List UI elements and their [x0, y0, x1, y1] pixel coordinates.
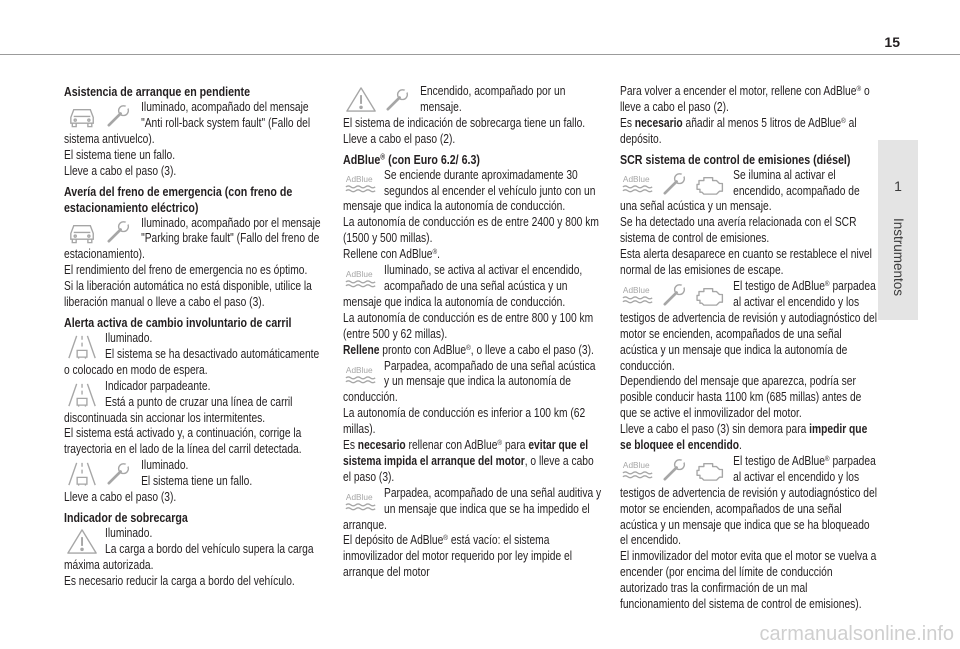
header-rule: [0, 54, 960, 55]
warning-lamp-group: [620, 455, 728, 484]
text-run: parpadea al activar el encendido y los testigos de advertencia de revisión y autodiagnóstico del motor se encienden, acompañados de una señal acústica y un mensaje que indica la autonomía de conducción.: [620, 278, 877, 373]
text-run: Lleve a cabo el paso (3) sin demora para: [620, 422, 810, 437]
wrench-icon: [100, 101, 136, 130]
adblue-icon-label: AdBlue: [345, 365, 373, 375]
paragraph: Está a punto de cruzar una línea de carril discontinuada sin accionar los intermitentes.: [64, 394, 293, 425]
text-run: para: [502, 438, 529, 453]
text-run: .: [739, 438, 742, 453]
text-column-left: [64, 84, 322, 590]
paragraph: Parpadea, acompañado de una señal acústica y un mensaje que indica la autonomía de conducción.: [343, 358, 596, 405]
paragraph: La carga a bordo del vehículo supera la carga máxima autorizada.: [64, 541, 314, 572]
adblue-icon: [620, 169, 656, 198]
registered-mark: ®: [466, 342, 471, 352]
adblue-icon-label: AdBlue: [345, 492, 373, 502]
paragraph: Indicador parpadeante.: [105, 378, 211, 393]
text-run: (con Euro 6.2/ 6.3): [385, 151, 480, 167]
warning-lamp-group: [64, 332, 100, 361]
paragraph: Dependiendo del mensaje que aparezca, podría ser posible conducir hasta 1100 km (685 millas) antes de que se active el inmovilizador del motor.: [620, 374, 862, 421]
registered-mark: ®: [841, 115, 846, 125]
paragraph: Iluminado.: [141, 458, 189, 473]
registered-mark: ®: [856, 83, 862, 93]
text-run: El testigo de AdBlue: [733, 278, 825, 293]
paragraph: Lleve a cabo el paso (3).: [64, 490, 177, 505]
paragraph: [343, 533, 601, 581]
warning-lamp-group: [343, 85, 415, 114]
text-column-right: [620, 84, 878, 613]
paragraph: [343, 438, 601, 486]
text-run: Es: [620, 115, 635, 130]
section-heading: Alerta activa de cambio involuntario de carril: [64, 314, 292, 330]
chapter-tab: [878, 140, 918, 320]
wrench-icon: [656, 280, 692, 309]
adblue-icon: [620, 280, 656, 309]
text-run: parpadea al activar el encendido y los testigos de advertencia de revisión y autodiagnóstico del motor se encienden, acompañados de una señal acústica y un mensaje que indica que se ha bloqueado el encendido.: [620, 453, 877, 548]
warning-lamp-group: [620, 280, 728, 309]
warning-lamp-group: [620, 169, 728, 198]
car-rollback-icon: [64, 101, 100, 130]
text-run: El testigo de AdBlue: [733, 453, 825, 468]
adblue-icon-label: AdBlue: [622, 174, 650, 184]
warning-lamp-group: [343, 487, 379, 516]
warning-lamp-group: [64, 459, 136, 488]
adblue-icon: [343, 360, 379, 389]
emphasis: necesario: [634, 115, 683, 130]
adblue-icon: [343, 169, 379, 198]
paragraph: Parpadea, acompañado de una señal auditiva y un mensaje que indica que se ha impedido el arranque.: [343, 485, 602, 532]
emphasis: necesario: [357, 438, 406, 453]
lane-departure-icon: [64, 332, 100, 361]
section-heading: Avería del freno de emergencia (con freno de estacionamiento eléctrico): [64, 183, 293, 215]
paragraph: El sistema tiene un fallo.: [64, 147, 176, 162]
text-column-middle: [343, 84, 601, 581]
paragraph: El sistema tiene un fallo.: [141, 474, 253, 489]
paragraph: Iluminado, se activa al activar el encendido, acompañado de una señal acústica y un mensaje que indica la autonomía de conducción.: [343, 263, 583, 309]
paragraph: [620, 422, 878, 454]
lane-departure-icon: [64, 380, 100, 409]
lane-departure-icon: [64, 459, 100, 488]
engine-icon: [692, 280, 728, 309]
text-run: , o lleve a cabo el paso (3).: [343, 453, 594, 484]
section-heading: [343, 152, 601, 168]
paragraph: El inmovilizador del motor evita que el motor se vuelva a encender (por encima del límite de conducción autorizado tras la confirmación de un mal funcionamiento del sistema de control de emisiones).: [620, 549, 877, 612]
adblue-icon-label: AdBlue: [622, 286, 650, 296]
text-run: rellenar con AdBlue: [405, 438, 498, 453]
paragraph: Iluminado.: [105, 525, 153, 540]
text-run: o lleve a cabo el paso (2).: [620, 84, 870, 114]
text-run: Es: [343, 438, 358, 453]
paragraph: Encendido, acompañado por un mensaje.: [420, 84, 566, 114]
paragraph: Lleve a cabo el paso (2).: [343, 131, 456, 146]
chapter-number: 1: [894, 178, 902, 194]
engine-icon: [692, 455, 728, 484]
paragraph: La autonomía de conducción es inferior a 100 km (62 millas).: [343, 406, 586, 437]
emphasis: Rellene: [343, 342, 380, 357]
chapter-title: Instrumentos: [891, 218, 906, 297]
paragraph: [620, 84, 878, 116]
paragraph: Se ha detectado una avería relacionada con el SCR sistema de control de emisiones.: [620, 215, 857, 246]
paragraph: El sistema está activado y, a continuación, corrige la trayectoria en el lado de la línea del carril detectada.: [64, 426, 302, 457]
text-run: , o lleve a cabo el paso (3).: [470, 342, 594, 357]
paragraph: Esta alerta desaparece en cuanto se restablece el nivel normal de las emisiones de escape.: [620, 247, 872, 278]
paragraph: Se ilumina al activar el encendido, acompañado de una señal acústica y un mensaje.: [620, 167, 860, 214]
section-heading: Asistencia de arranque en pendiente: [64, 84, 251, 99]
warning-lamp-group: [64, 217, 136, 246]
registered-mark: ®: [380, 152, 386, 162]
warning-lamp-group: [343, 360, 379, 389]
paragraph: [343, 247, 601, 263]
warning-lamp-group: [343, 169, 379, 198]
warning-lamp-group: [64, 527, 100, 556]
warning-lamp-group: [64, 101, 136, 130]
text-run: Para volver a encender el motor, rellene con AdBlue: [620, 84, 857, 98]
overload-warning-icon: [343, 85, 379, 114]
text-run: añadir al menos 5 litros de AdBlue: [682, 115, 842, 130]
wrench-icon: [100, 217, 136, 246]
paragraph: La autonomía de conducción es de entre 2400 y 800 km (1500 y 500 millas).: [343, 215, 599, 246]
registered-mark: ®: [432, 246, 438, 256]
adblue-icon-label: AdBlue: [345, 270, 373, 280]
overload-warning-icon: [64, 527, 100, 556]
section-heading: Indicador de sobrecarga: [64, 509, 188, 525]
section-heading: SCR sistema de control de emisiones (diésel): [620, 151, 851, 167]
text-run: AdBlue: [343, 151, 381, 167]
adblue-icon: [620, 455, 656, 484]
text-run: Rellene con AdBlue: [343, 247, 433, 262]
warning-lamp-group: [343, 264, 379, 293]
paragraph: Iluminado.: [105, 330, 153, 345]
watermark: carmanualsonline.info: [759, 623, 954, 645]
warning-lamp-group: [64, 380, 100, 409]
page-number: 15: [884, 34, 900, 50]
text-run: al depósito.: [620, 115, 857, 146]
emphasis: impedir que se bloquee el encendido: [620, 422, 868, 453]
paragraph: Se enciende durante aproximadamente 30 segundos al encender el vehículo junto con un mensaje que indica la autonomía de conducción.: [343, 167, 596, 214]
text-run: .: [437, 247, 441, 262]
car-rollback-icon: [64, 217, 100, 246]
wrench-icon: [100, 459, 136, 488]
paragraph: Es necesario reducir la carga a bordo del vehículo.: [64, 573, 295, 588]
paragraph: El sistema se ha desactivado automáticamente o colocado en modo de espera.: [64, 346, 320, 377]
wrench-icon: [379, 85, 415, 114]
paragraph: Lleve a cabo el paso (3).: [64, 163, 177, 178]
registered-mark: ®: [824, 453, 830, 463]
paragraph: Iluminado, acompañado del mensaje "Anti roll-back system fault" (Fallo del sistema antivuelco).: [64, 100, 311, 146]
paragraph: El sistema de indicación de sobrecarga tiene un fallo.: [343, 115, 586, 130]
paragraph: Si la liberación automática no está disponible, utilice la liberación manual o lleve a cabo el paso (3).: [64, 279, 312, 310]
adblue-icon: [343, 264, 379, 293]
engine-icon: [692, 169, 728, 198]
paragraph: El rendimiento del freno de emergencia no es óptimo.: [64, 263, 308, 278]
paragraph: Iluminado, acompañado por el mensaje "Parking brake fault" (Fallo del freno de estacionamiento).: [64, 215, 321, 262]
text-run: pronto con AdBlue: [379, 342, 467, 357]
emphasis: evitar que el sistema impida el arranque del motor: [343, 438, 589, 468]
registered-mark: ®: [824, 278, 830, 288]
paragraph: [343, 343, 601, 359]
paragraph: [620, 116, 878, 148]
adblue-icon-label: AdBlue: [622, 461, 650, 470]
paragraph: La autonomía de conducción es de entre 800 y 100 km (entre 500 y 62 millas).: [343, 310, 594, 341]
text-run: El depósito de AdBlue: [343, 533, 444, 548]
registered-mark: ®: [497, 437, 503, 447]
adblue-icon-label: AdBlue: [345, 174, 373, 184]
adblue-icon: [343, 487, 379, 516]
registered-mark: ®: [443, 533, 448, 543]
text-run: está vacío: el sistema inmovilizador del motor requerido por ley impide el arranque del motor: [343, 533, 573, 580]
wrench-icon: [656, 455, 692, 484]
wrench-icon: [656, 169, 692, 198]
